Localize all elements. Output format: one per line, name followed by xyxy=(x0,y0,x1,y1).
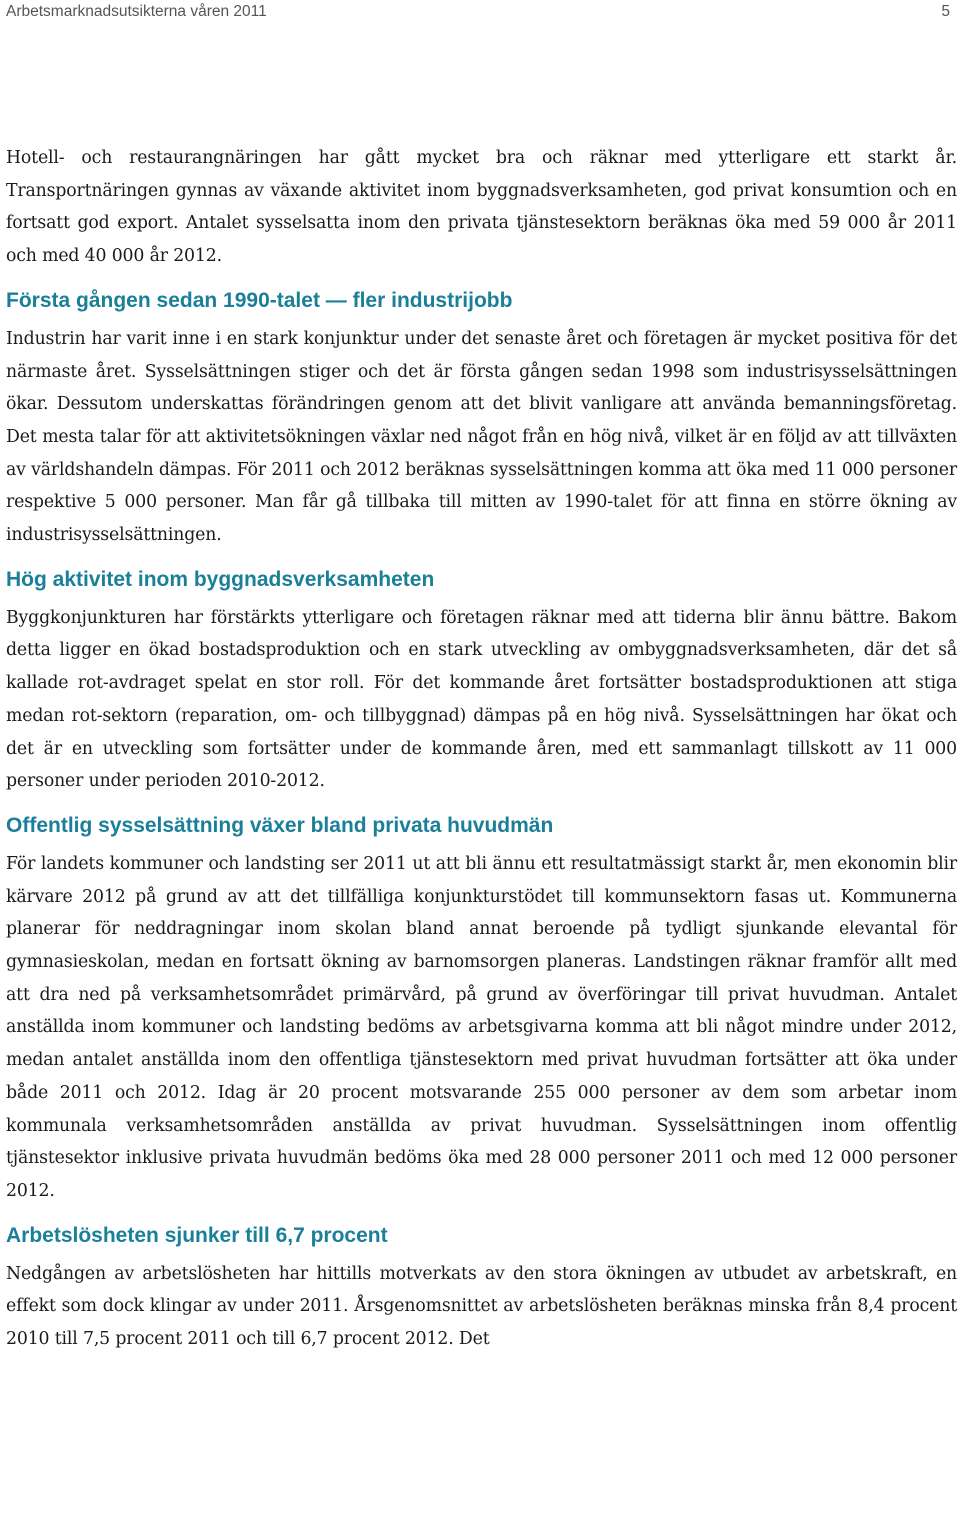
section-paragraph-industri: Industrin har varit inne i en stark konjunktur under det senaste året och företagen är mycket positiva för det närmaste året. Sysselsättningen stiger och det är första gången sedan 1998 som industrisysselsättningen ökar. Dessutom underskattas förändringen genom att det blivit vanligare att använda bemanningsföretag. Det mesta talar för att aktivitetsökningen växlar ned något från en hög nivå, vilket är en följd av att tillväxten av världshandeln dämpas. För 2011 och 2012 beräknas sysselsättningen komma att öka med 11 000 personer respektive 5 000 personer. Man får gå tillbaka till mitten av 1990-talet för att finna en större ökning av industrisysselsättningen. xyxy=(6,328,957,546)
section-heading-bygg: Hög aktivitet inom byggnadsverksamheten xyxy=(6,567,435,591)
page-header xyxy=(6,3,950,29)
section-paragraph-bygg: Byggkonjunkturen har förstärkts ytterligare och företagen räknar med att tiderna blir ännu bättre. Bakom detta ligger en ökad bostadsproduktion och en stark utveckling av ombyggnadsverksamheten, där det så kallade rot-avdraget spelat en stor roll. För det kommande året fortsätter bostadsproduktionen att stiga medan rot-sektorn (reparation, om- och tillbyggnad) dämpas på en hög nivå. Sysselsättningen har ökat och det är en utveckling som fortsätter under de kommande åren, med ett sammanlagt tillskott av 11 000 personer under perioden 2010-2012. xyxy=(6,607,957,792)
section-heading-industri: Första gången sedan 1990-talet — fler industrijobb xyxy=(6,288,513,312)
page-content xyxy=(6,142,957,1356)
document-title: Arbetsmarknadsutsikterna våren 2011 xyxy=(6,3,267,20)
section-paragraph-offentlig: För landets kommuner och landsting ser 2011 ut att bli ännu ett resultatmässigt starkt år, men ekonomin blir kärvare 2012 på grund av att det tillfälliga konjunkturstödet till kommunsektorn fasas ut. Kommunerna planerar för neddragningar inom skolan bland annat beroende på tydligt sjunkande elevantal för gymnasieskolan, medan en fortsatt ökning av barnomsorgen planeras. Landstingen räknar framför allt med att dra ned på verksamhetsområdet primärvård, på grund av överföringar till privat huvudman. Antalet anställda inom kommuner och landsting bedöms av arbetsgivarna komma att bli något mindre under 2012, medan antalet anställda inom den offentliga tjänstesektorn med privat huvudman fortsätter att öka under både 2011 och 2012. Idag är 20 procent motsvarande 255 000 personer av dem som arbetar inom kommunala verksamhetsområden anställda av privat huvudman. Sysselsättningen inom offentlig tjänstesektor inklusive privata huvudmän bedöms öka med 28 000 personer 2011 och med 12 000 personer 2012. xyxy=(6,853,957,1201)
page-number: 5 xyxy=(941,3,950,20)
section-paragraph-arbetsloshet: Nedgången av arbetslösheten har hittills motverkats av den stora ökningen av utbudet av arbetskraft, en effekt som dock klingar av under 2011. Årsgenomsnittet av arbetslösheten beräknas minska från 8,4 procent 2010 till 7,5 procent 2011 och till 6,7 procent 2012. Det xyxy=(6,1263,957,1350)
section-heading-arbetsloshet: Arbetslösheten sjunker till 6,7 procent xyxy=(6,1223,388,1247)
intro-paragraph: Hotell- och restaurangnäringen har gått mycket bra och räknar med ytterligare ett starkt år. Transportnäringen gynnas av växande aktivitet inom byggnadsverksamheten, god privat konsumtion och en fortsatt god export. Antalet sysselsatta inom den privata tjänstesektorn beräknas öka med 59 000 år 2011 och med 40 000 år 2012. xyxy=(6,148,957,267)
section-heading-offentlig: Offentlig sysselsättning växer bland privata huvudmän xyxy=(6,813,554,837)
